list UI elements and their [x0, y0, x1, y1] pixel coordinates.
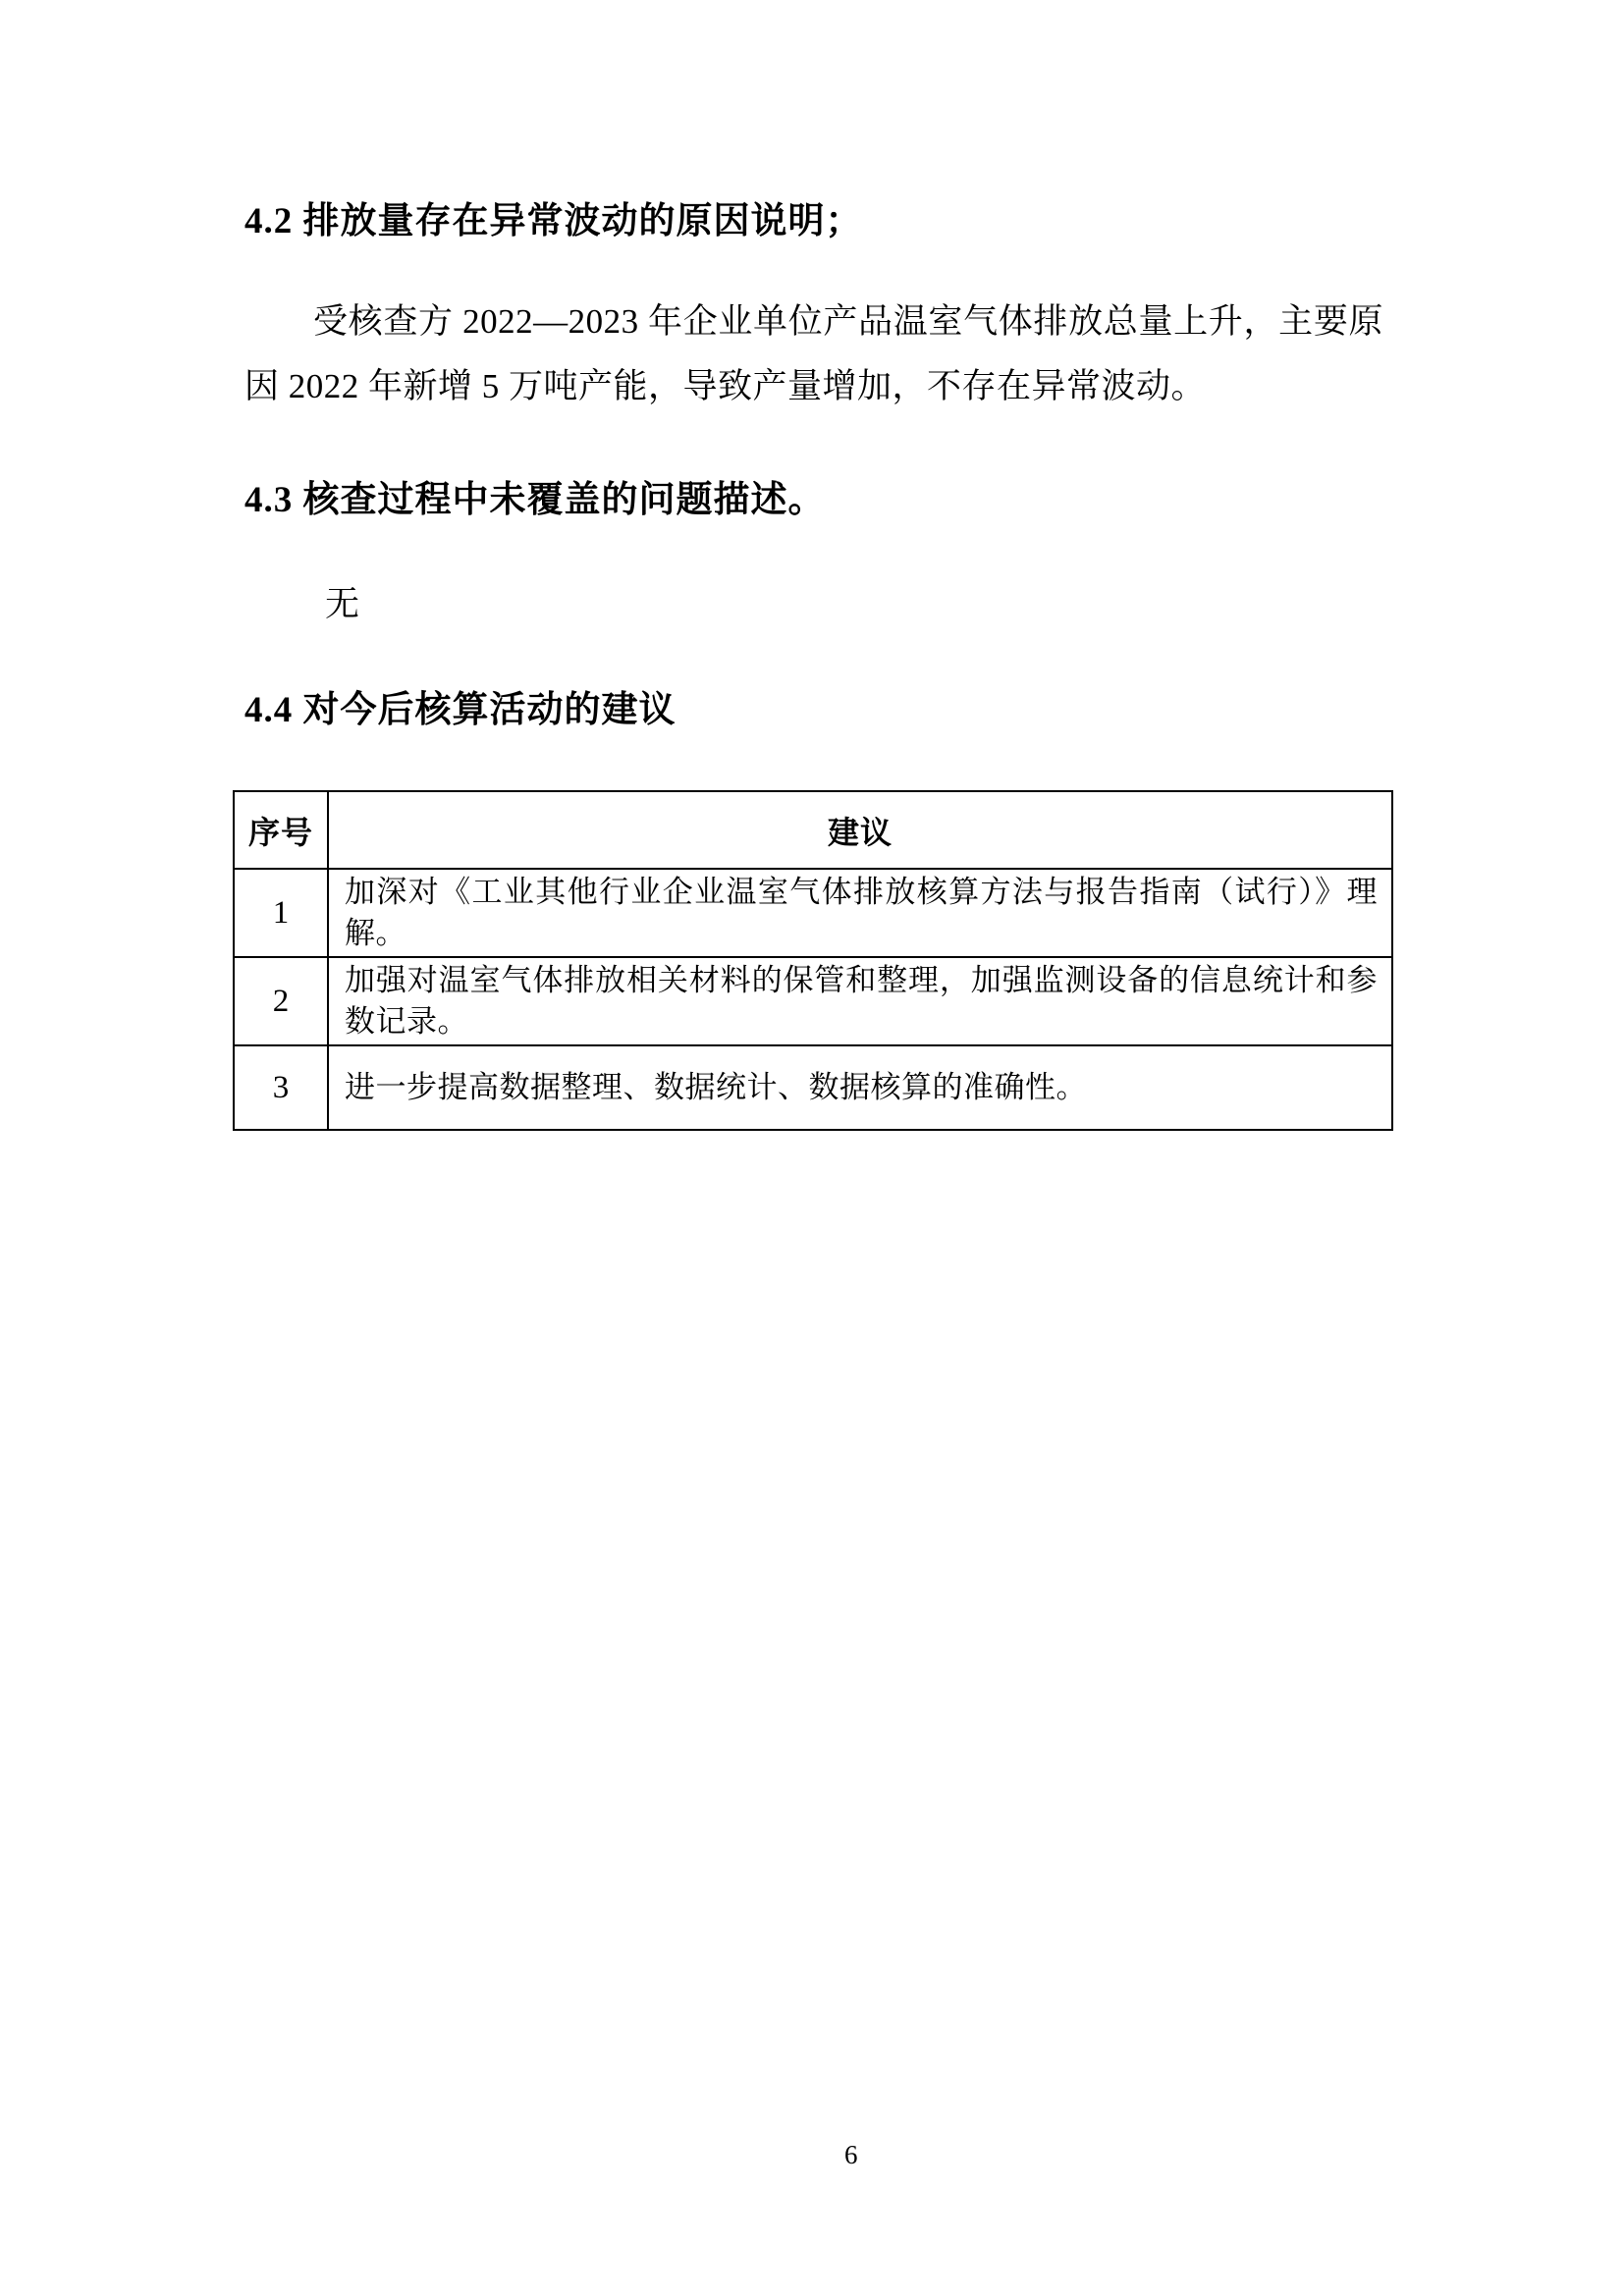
row-suggestion: 进一步提高数据整理、数据统计、数据核算的准确性。 [328, 1045, 1392, 1130]
row-suggestion: 加深对《工业其他行业企业温室气体排放核算方法与报告指南（试行）》理解。 [328, 869, 1392, 957]
table-row [234, 869, 1392, 957]
table-row [234, 1045, 1392, 1130]
page-number: 6 [844, 2140, 858, 2169]
row-number: 2 [234, 957, 328, 1045]
page-content [233, 0, 1393, 1131]
section-heading-4-3: 4.3 核查过程中未覆盖的问题描述。 [244, 480, 826, 520]
table-header-row [234, 791, 1392, 869]
paragraph-4-2-body: 受核查方 2022—2023 年企业单位产品温室气体排放总量上升，主要原因 2022 年新增 5 万吨产能，导致产量增加，不存在异常波动。 [244, 302, 1383, 405]
table-header-suggestion: 建议 [328, 791, 1392, 869]
row-number: 3 [234, 1045, 328, 1130]
section-heading-4-4: 4.4 对今后核算活动的建议 [244, 690, 677, 730]
row-suggestion: 加强对温室气体排放相关材料的保管和整理，加强监测设备的信息统计和参数记录。 [328, 957, 1392, 1045]
row-number: 1 [234, 869, 328, 957]
table-row [234, 957, 1392, 1045]
table-header-no: 序号 [234, 791, 328, 869]
section-heading-4-2: 4.2 排放量存在异常波动的原因说明； [244, 201, 863, 241]
suggestions-table [233, 790, 1393, 1131]
paragraph-4-3-body: 无 [325, 585, 360, 623]
